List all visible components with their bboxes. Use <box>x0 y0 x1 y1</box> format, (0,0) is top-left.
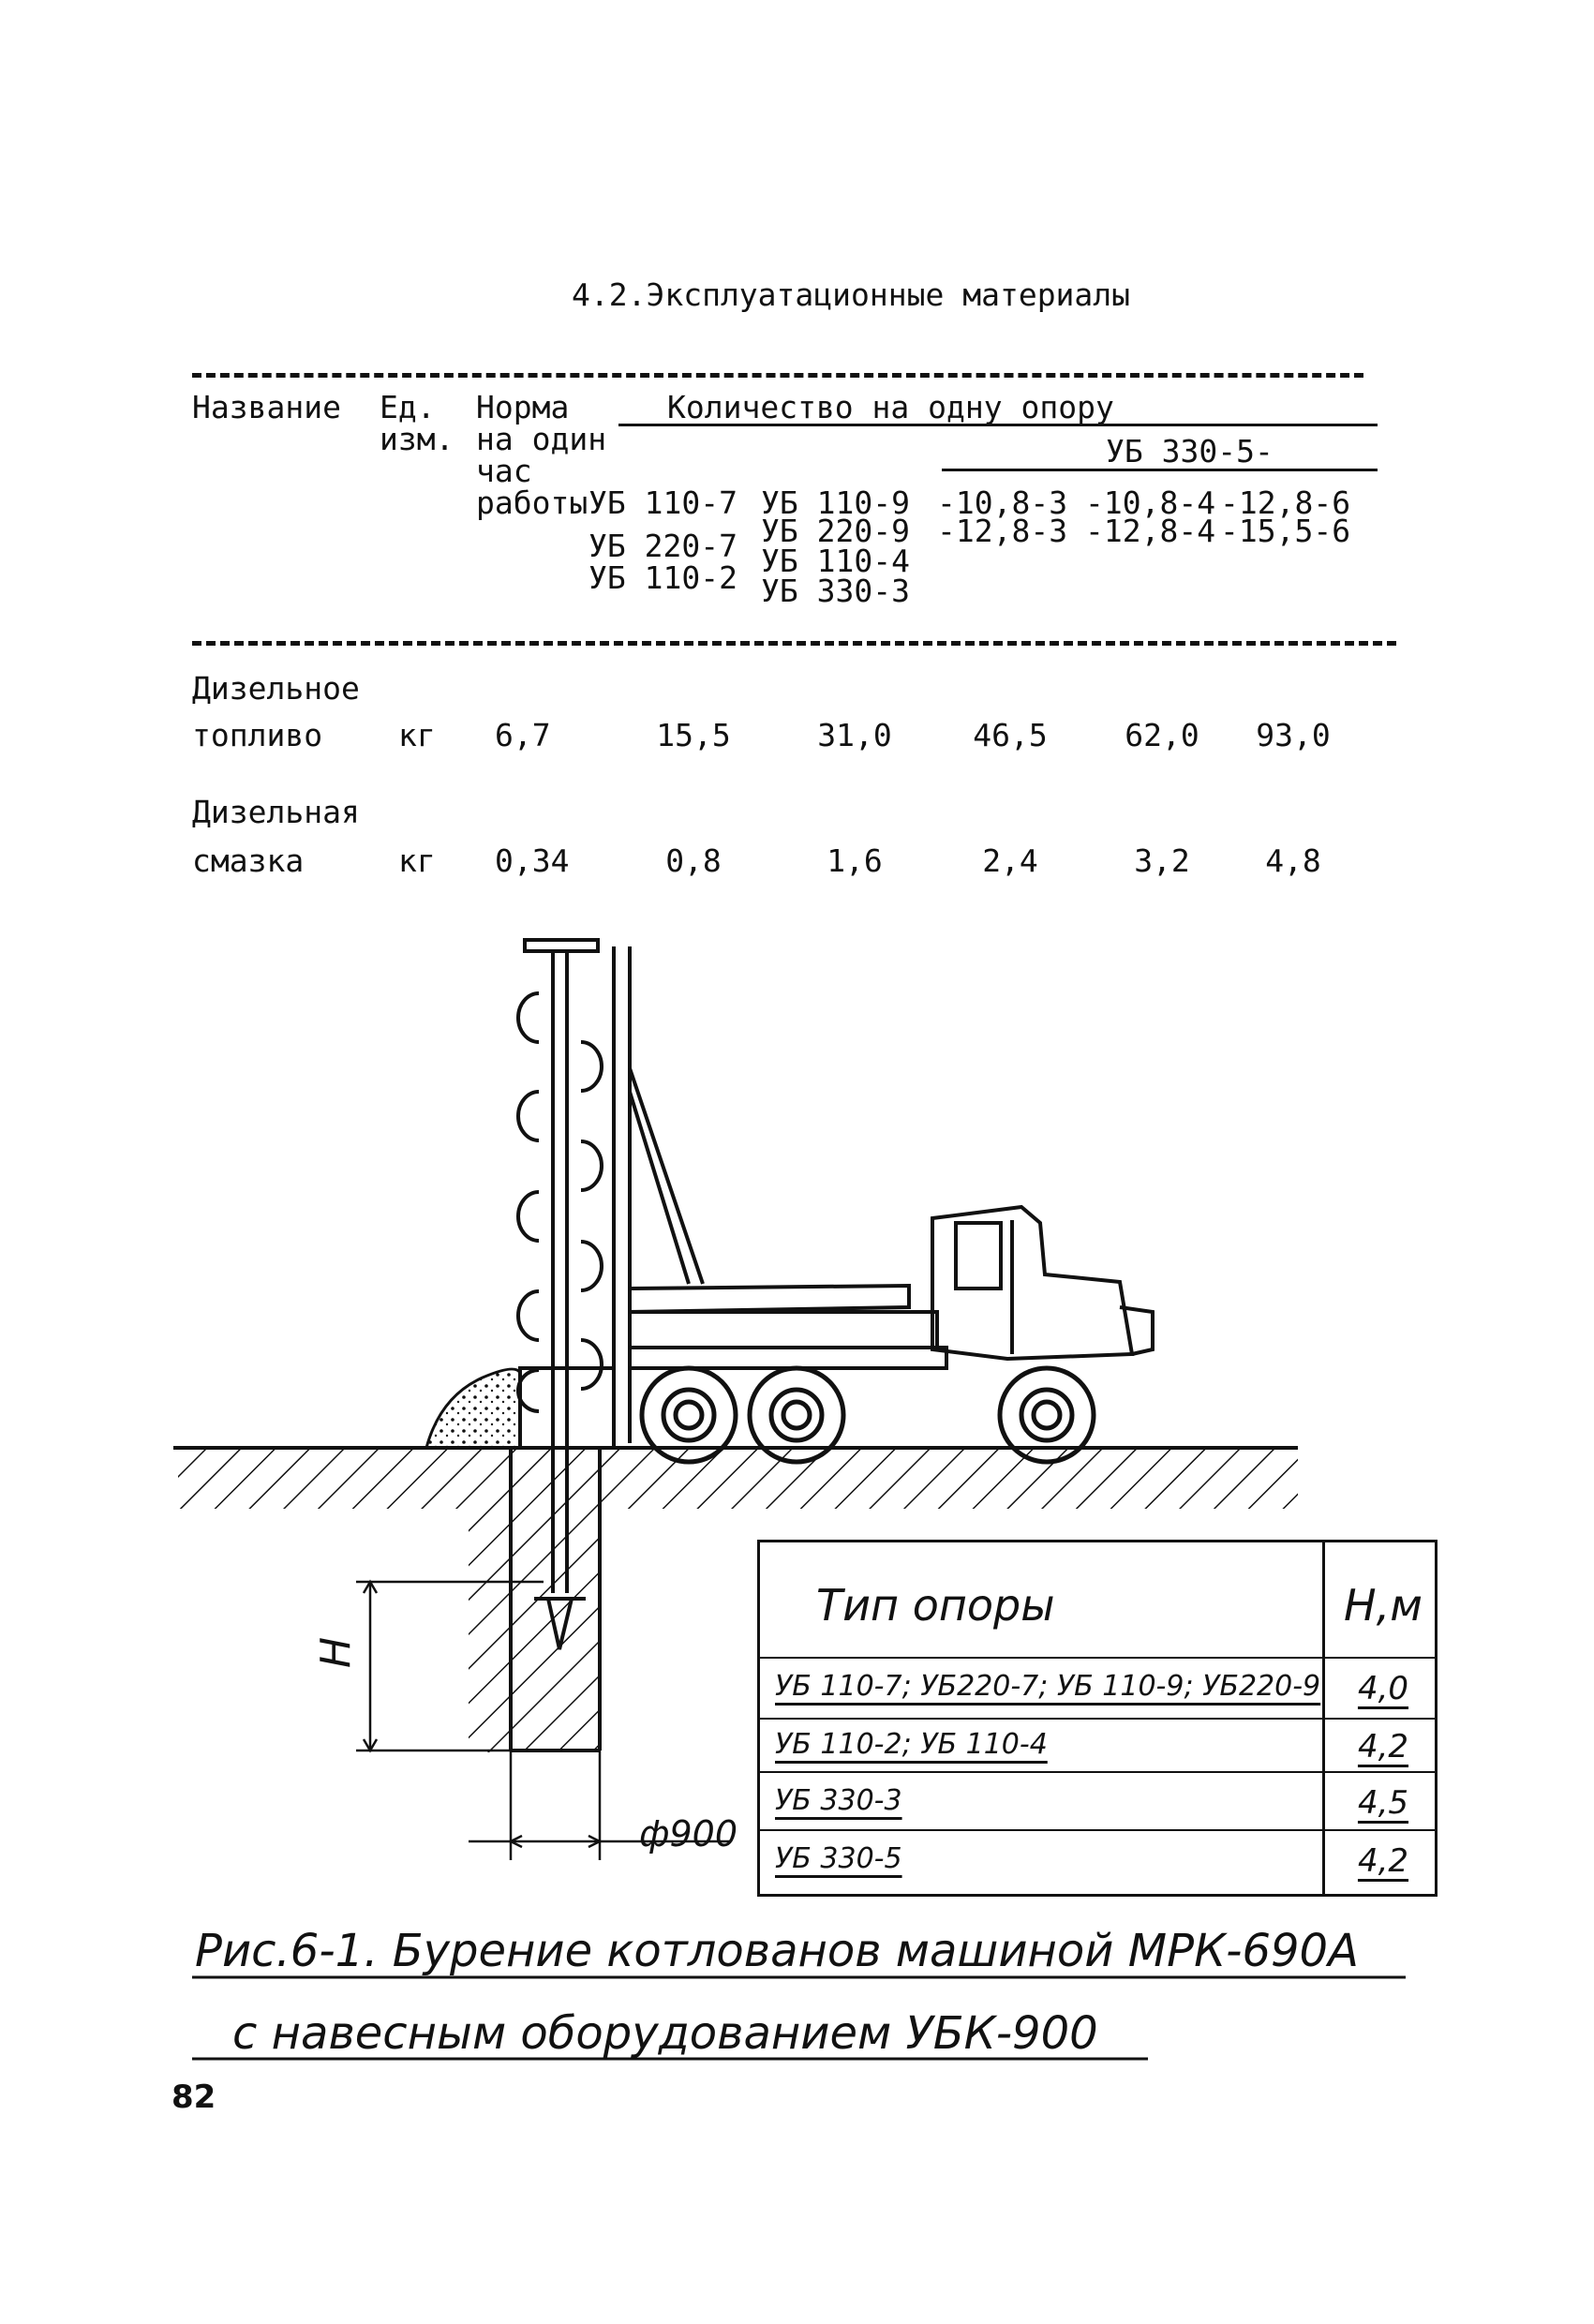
pole-type-table-rule-4 <box>760 1829 1435 1831</box>
pole-height-row-1: 4,0 <box>1357 1670 1409 1707</box>
row2-unit: кг <box>398 842 436 879</box>
row2-norm: 0,34 <box>495 842 570 879</box>
header-col3-line1: -10,8-3 <box>937 484 1068 521</box>
pole-type-header: Тип опоры <box>816 1580 1055 1631</box>
row1-unit: кг <box>398 717 436 753</box>
header-quantity: Количество на одну опору <box>667 389 1114 425</box>
row2-value-5: 4,8 <box>1265 842 1321 879</box>
row2-value-2: 1,6 <box>827 842 883 879</box>
figure-caption-line2: с навесным оборудованием УБК-900 <box>232 2007 1098 2060</box>
pole-height-row-4: 4,2 <box>1357 1842 1409 1880</box>
header-col2-line1: УБ 110-9 <box>761 484 910 521</box>
dimension-diameter-label: ф900 <box>639 1813 738 1855</box>
row2-value-4: 3,2 <box>1134 842 1190 879</box>
header-norm-line1: Норма <box>476 389 570 425</box>
dimension-h-label: H <box>312 1636 361 1669</box>
pole-type-table-rule-3 <box>760 1771 1435 1773</box>
header-col1-line3: УБ 110-2 <box>588 559 737 596</box>
row1-name-line1: Дизельное <box>192 670 360 707</box>
header-col5-line2: -15,5-6 <box>1220 513 1351 549</box>
header-ub330: УБ 330-5- <box>1106 433 1274 469</box>
pole-type-row-2: УБ 110-2; УБ 110-4 <box>775 1728 1048 1761</box>
pole-height-row-3: 4,5 <box>1357 1784 1409 1822</box>
row1-norm: 6,7 <box>495 717 551 753</box>
figure-caption-line1: Рис.6-1. Бурение котлованов машиной МРК-690А <box>195 1925 1359 1977</box>
pole-height-row-2: 4,2 <box>1357 1728 1409 1765</box>
header-col2-line4: УБ 330-3 <box>761 573 910 609</box>
soil-pile <box>426 1369 520 1448</box>
header-unit-line1: Ед. <box>380 389 436 425</box>
header-col4-line1: -10,8-4 <box>1085 484 1216 521</box>
section-title: 4.2.Эксплуатационные материалы <box>572 276 1131 313</box>
header-col2-line3: УБ 110-4 <box>761 543 910 579</box>
row1-value-3: 46,5 <box>973 717 1048 753</box>
pole-type-table-rule-1 <box>760 1657 1435 1659</box>
row2-value-1: 0,8 <box>665 842 722 879</box>
header-unit-line2: изм. <box>380 421 454 457</box>
header-col1-line1: УБ 110-7 <box>588 484 737 521</box>
header-norm-line4: работы <box>476 484 588 521</box>
row1-value-1: 15,5 <box>656 717 731 753</box>
pole-height-header: H,м <box>1344 1580 1423 1631</box>
row2-value-3: 2,4 <box>982 842 1038 879</box>
header-col2-line2: УБ 220-9 <box>761 513 910 549</box>
row1-name-line2: топливо <box>192 717 323 753</box>
header-norm-line2: на один <box>476 421 607 457</box>
header-col1-line2: УБ 220-7 <box>588 528 737 564</box>
header-col3-line2: -12,8-3 <box>937 513 1068 549</box>
header-name: Название <box>192 389 341 425</box>
row2-name-line1: Дизельная <box>192 794 360 830</box>
page-number: 82 <box>171 2078 216 2116</box>
row1-value-5: 93,0 <box>1256 717 1331 753</box>
header-col4-line2: -12,8-4 <box>1085 513 1216 549</box>
pole-type-table <box>757 1540 1438 1897</box>
row1-value-2: 31,0 <box>817 717 892 753</box>
pole-type-row-1: УБ 110-7; УБ220-7; УБ 110-9; УБ220-9 <box>775 1670 1321 1703</box>
pole-type-row-4: УБ 330-5 <box>775 1842 902 1875</box>
pole-type-row-3: УБ 330-3 <box>775 1784 902 1817</box>
header-norm-line3: час <box>476 453 532 489</box>
pole-type-table-rule-2 <box>760 1718 1435 1720</box>
mast-and-truck <box>520 946 1153 1448</box>
row2-name-line2: смазка <box>192 842 305 879</box>
header-col5-line1: -12,8-6 <box>1220 484 1351 521</box>
row1-value-4: 62,0 <box>1125 717 1199 753</box>
